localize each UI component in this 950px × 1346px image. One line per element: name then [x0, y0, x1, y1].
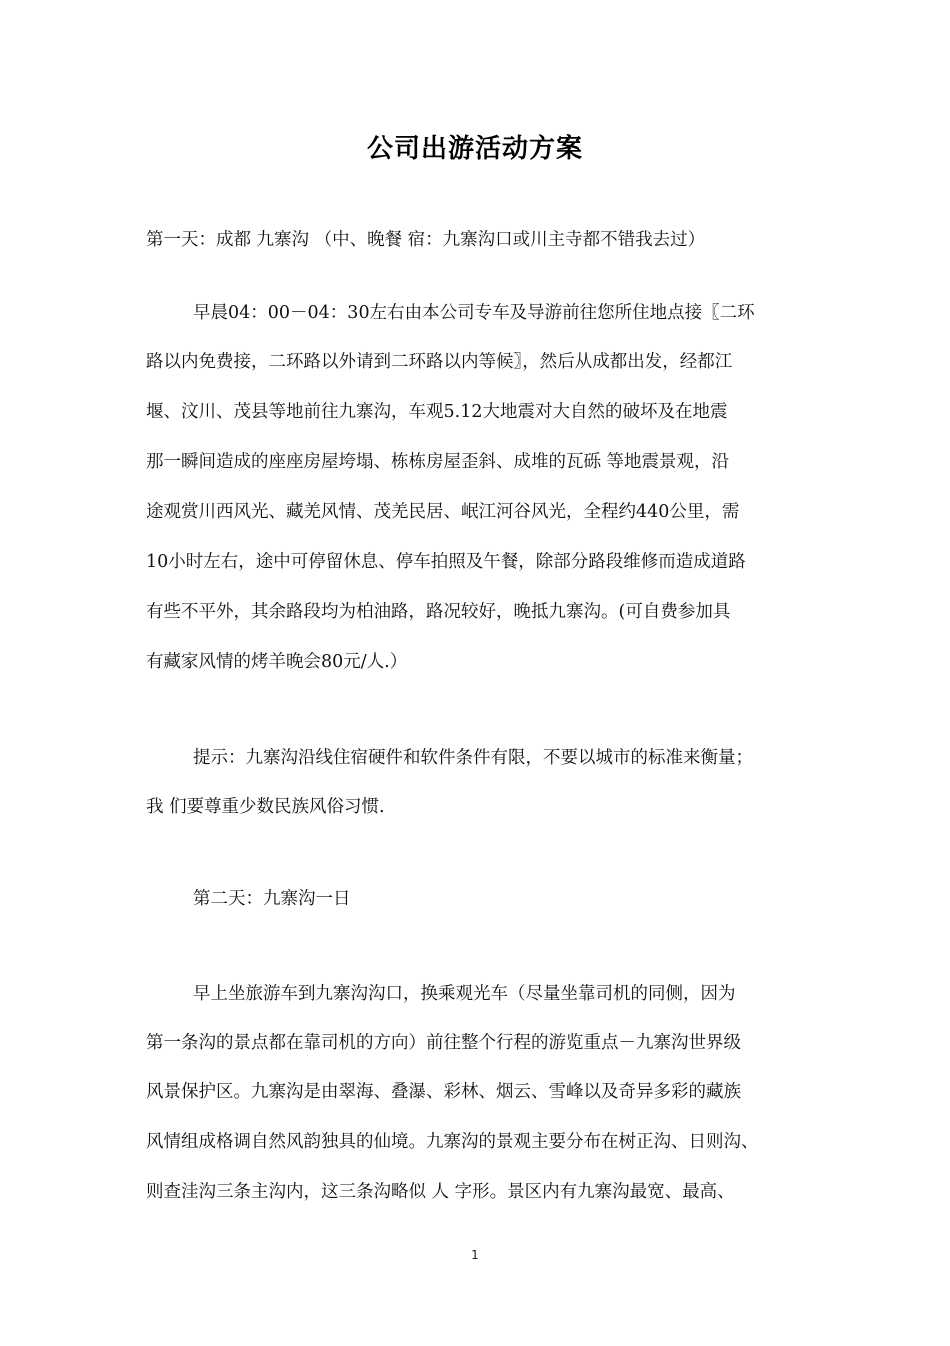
- text-line: 路以内免费接，二环路以外请到二环路以内等候〗，然后从成都出发，经都江: [146, 352, 733, 372]
- text-line: 则查洼沟三条主沟内，这三条沟略似 人 字形。景区内有九寨沟最宽、最高、: [146, 1182, 735, 1202]
- text-line: 第一天：成都 九寨沟 （中、晚餐 宿：九寨沟口或川主寺都不错我去过）: [146, 230, 706, 250]
- text-line: 提示：九寨沟沿线住宿硬件和软件条件有限，不要以城市的标准来衡量；: [193, 748, 753, 768]
- text-line: 我 们要尊重少数民族风俗习惯.: [146, 797, 385, 817]
- section-heading: 第二天：九寨沟一日: [193, 889, 351, 909]
- text-line: 风情组成格调自然风韵独具的仙境。九寨沟的景观主要分布在树正沟、日则沟、: [146, 1132, 759, 1152]
- text-line: 有些不平外，其余路段均为柏油路，路况较好，晚抵九寨沟。(可自费参加具: [146, 602, 731, 622]
- text-line: 第一条沟的景点都在靠司机的方向）前往整个行程的游览重点－九寨沟世界级: [146, 1033, 741, 1053]
- text-line: 有藏家风情的烤羊晚会80元/人.）: [146, 652, 408, 672]
- text-line: 10小时左右，途中可停留休息、停车拍照及午餐，除部分路段维修而造成道路: [146, 552, 746, 572]
- text-line: 那一瞬间造成的座座房屋垮塌、栋栋房屋歪斜、成堆的瓦砾 等地震景观，沿: [146, 452, 730, 472]
- page-number: 1: [471, 1248, 479, 1262]
- text-line: 早上坐旅游车到九寨沟沟口，换乘观光车（尽量坐靠司机的同侧，因为: [193, 984, 736, 1004]
- document-title: 公司出游活动方案: [366, 134, 583, 164]
- text-line: 堰、汶川、茂县等地前往九寨沟，车观5.12大地震对大自然的破坏及在地震: [146, 402, 728, 422]
- text-line: 途观赏川西风光、藏羌风情、茂羌民居、岷江河谷风光，全程约440公里，需: [146, 502, 740, 522]
- text-line: 早晨04：00－04：30左右由本公司专车及导游前往您所住地点接〖二环: [193, 303, 755, 323]
- text-line: 风景保护区。九寨沟是由翠海、叠瀑、彩林、烟云、雪峰以及奇异多彩的藏族: [146, 1082, 741, 1102]
